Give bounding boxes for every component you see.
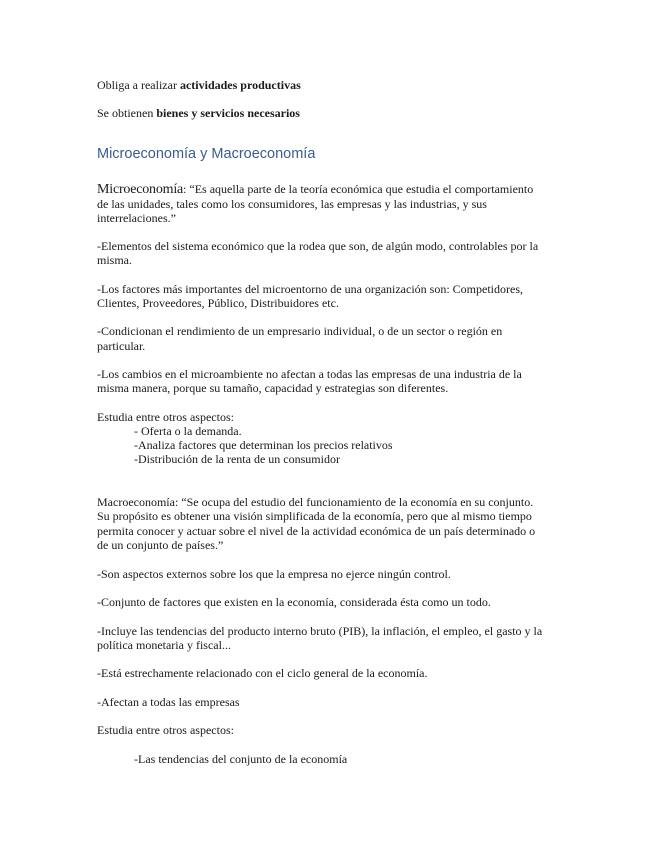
macro-definition-line: permita conocer y actuar sobre el nivel de la actividad económica de un país determinado o — [97, 524, 536, 538]
micro-study-item: - Oferta o la demanda. — [134, 424, 242, 438]
macro-paragraph: -Son aspectos externos sobre los que la empresa no ejerce ningún control. — [97, 567, 451, 581]
micro-term: Microeconomía — [97, 182, 184, 197]
micro-study-item: -Distribución de la renta de un consumidor — [134, 452, 340, 466]
intro-bold-text: actividades productivas — [179, 78, 301, 92]
intro-line-1 — [97, 78, 301, 92]
micro-paragraph: -Condicionan el rendimiento de un empresario individual, o de un sector o región en — [97, 324, 503, 338]
macro-paragraph: -Incluye las tendencias del producto interno bruto (PIB), la inflación, el empleo, el gasto y la — [97, 624, 543, 638]
section-heading: Microeconomía y Macroeconomía — [97, 146, 316, 162]
macro-study-item: -Las tendencias del conjunto de la economía — [134, 752, 348, 766]
micro-paragraph: -Los cambios en el microambiente no afectan a todas las empresas de una industria de la — [97, 367, 522, 381]
micro-definition-line: interrelaciones.” — [97, 211, 176, 225]
micro-study-item: -Analiza factores que determinan los precios relativos — [134, 438, 393, 452]
intro-text: Se obtienen — [97, 106, 157, 120]
micro-paragraph: particular. — [97, 339, 146, 353]
micro-definition-line: de las unidades, tales como los consumidores, las empresas y las industrias, y sus — [97, 197, 487, 211]
macro-definition-line: de un conjunto de países.” — [97, 538, 224, 552]
intro-bold-text: bienes y servicios necesarios — [156, 106, 300, 120]
micro-paragraph: misma manera, porque su tamaño, capacidad y estrategias son diferentes. — [97, 381, 449, 395]
micro-definition-line — [97, 182, 533, 197]
macro-definition-line: Su propósito es obtener una visión simplificada de la economía, pero que al mismo tiempo — [97, 509, 532, 523]
macro-paragraph: política monetaria y fiscal... — [97, 638, 231, 652]
micro-paragraph: -Los factores más importantes del microentorno de una organización son: Competidores, — [97, 282, 523, 296]
macro-paragraph: -Está estrechamente relacionado con el ciclo general de la economía. — [97, 666, 428, 680]
micro-paragraph: -Elementos del sistema económico que la rodea que son, de algún modo, controlables por la — [97, 239, 539, 253]
macro-paragraph: -Afectan a todas las empresas — [97, 695, 240, 709]
micro-study-title: Estudia entre otros aspectos: — [97, 410, 234, 424]
macro-study-title: Estudia entre otros aspectos: — [97, 723, 234, 737]
intro-line-2 — [97, 106, 300, 120]
macro-definition-line: Macroeconomía: “Se ocupa del estudio del funcionamiento de la economía en su conjunto. — [97, 495, 534, 509]
micro-paragraph: misma. — [97, 253, 132, 267]
macro-paragraph: -Conjunto de factores que existen en la economía, considerada ésta como un todo. — [97, 595, 491, 609]
micro-definition-text: : “Es aquella parte de la teoría económica que estudia el comportamiento — [183, 182, 534, 196]
micro-paragraph: Clientes, Proveedores, Público, Distribuidores etc. — [97, 296, 339, 310]
intro-text: Obliga a realizar — [97, 78, 180, 92]
